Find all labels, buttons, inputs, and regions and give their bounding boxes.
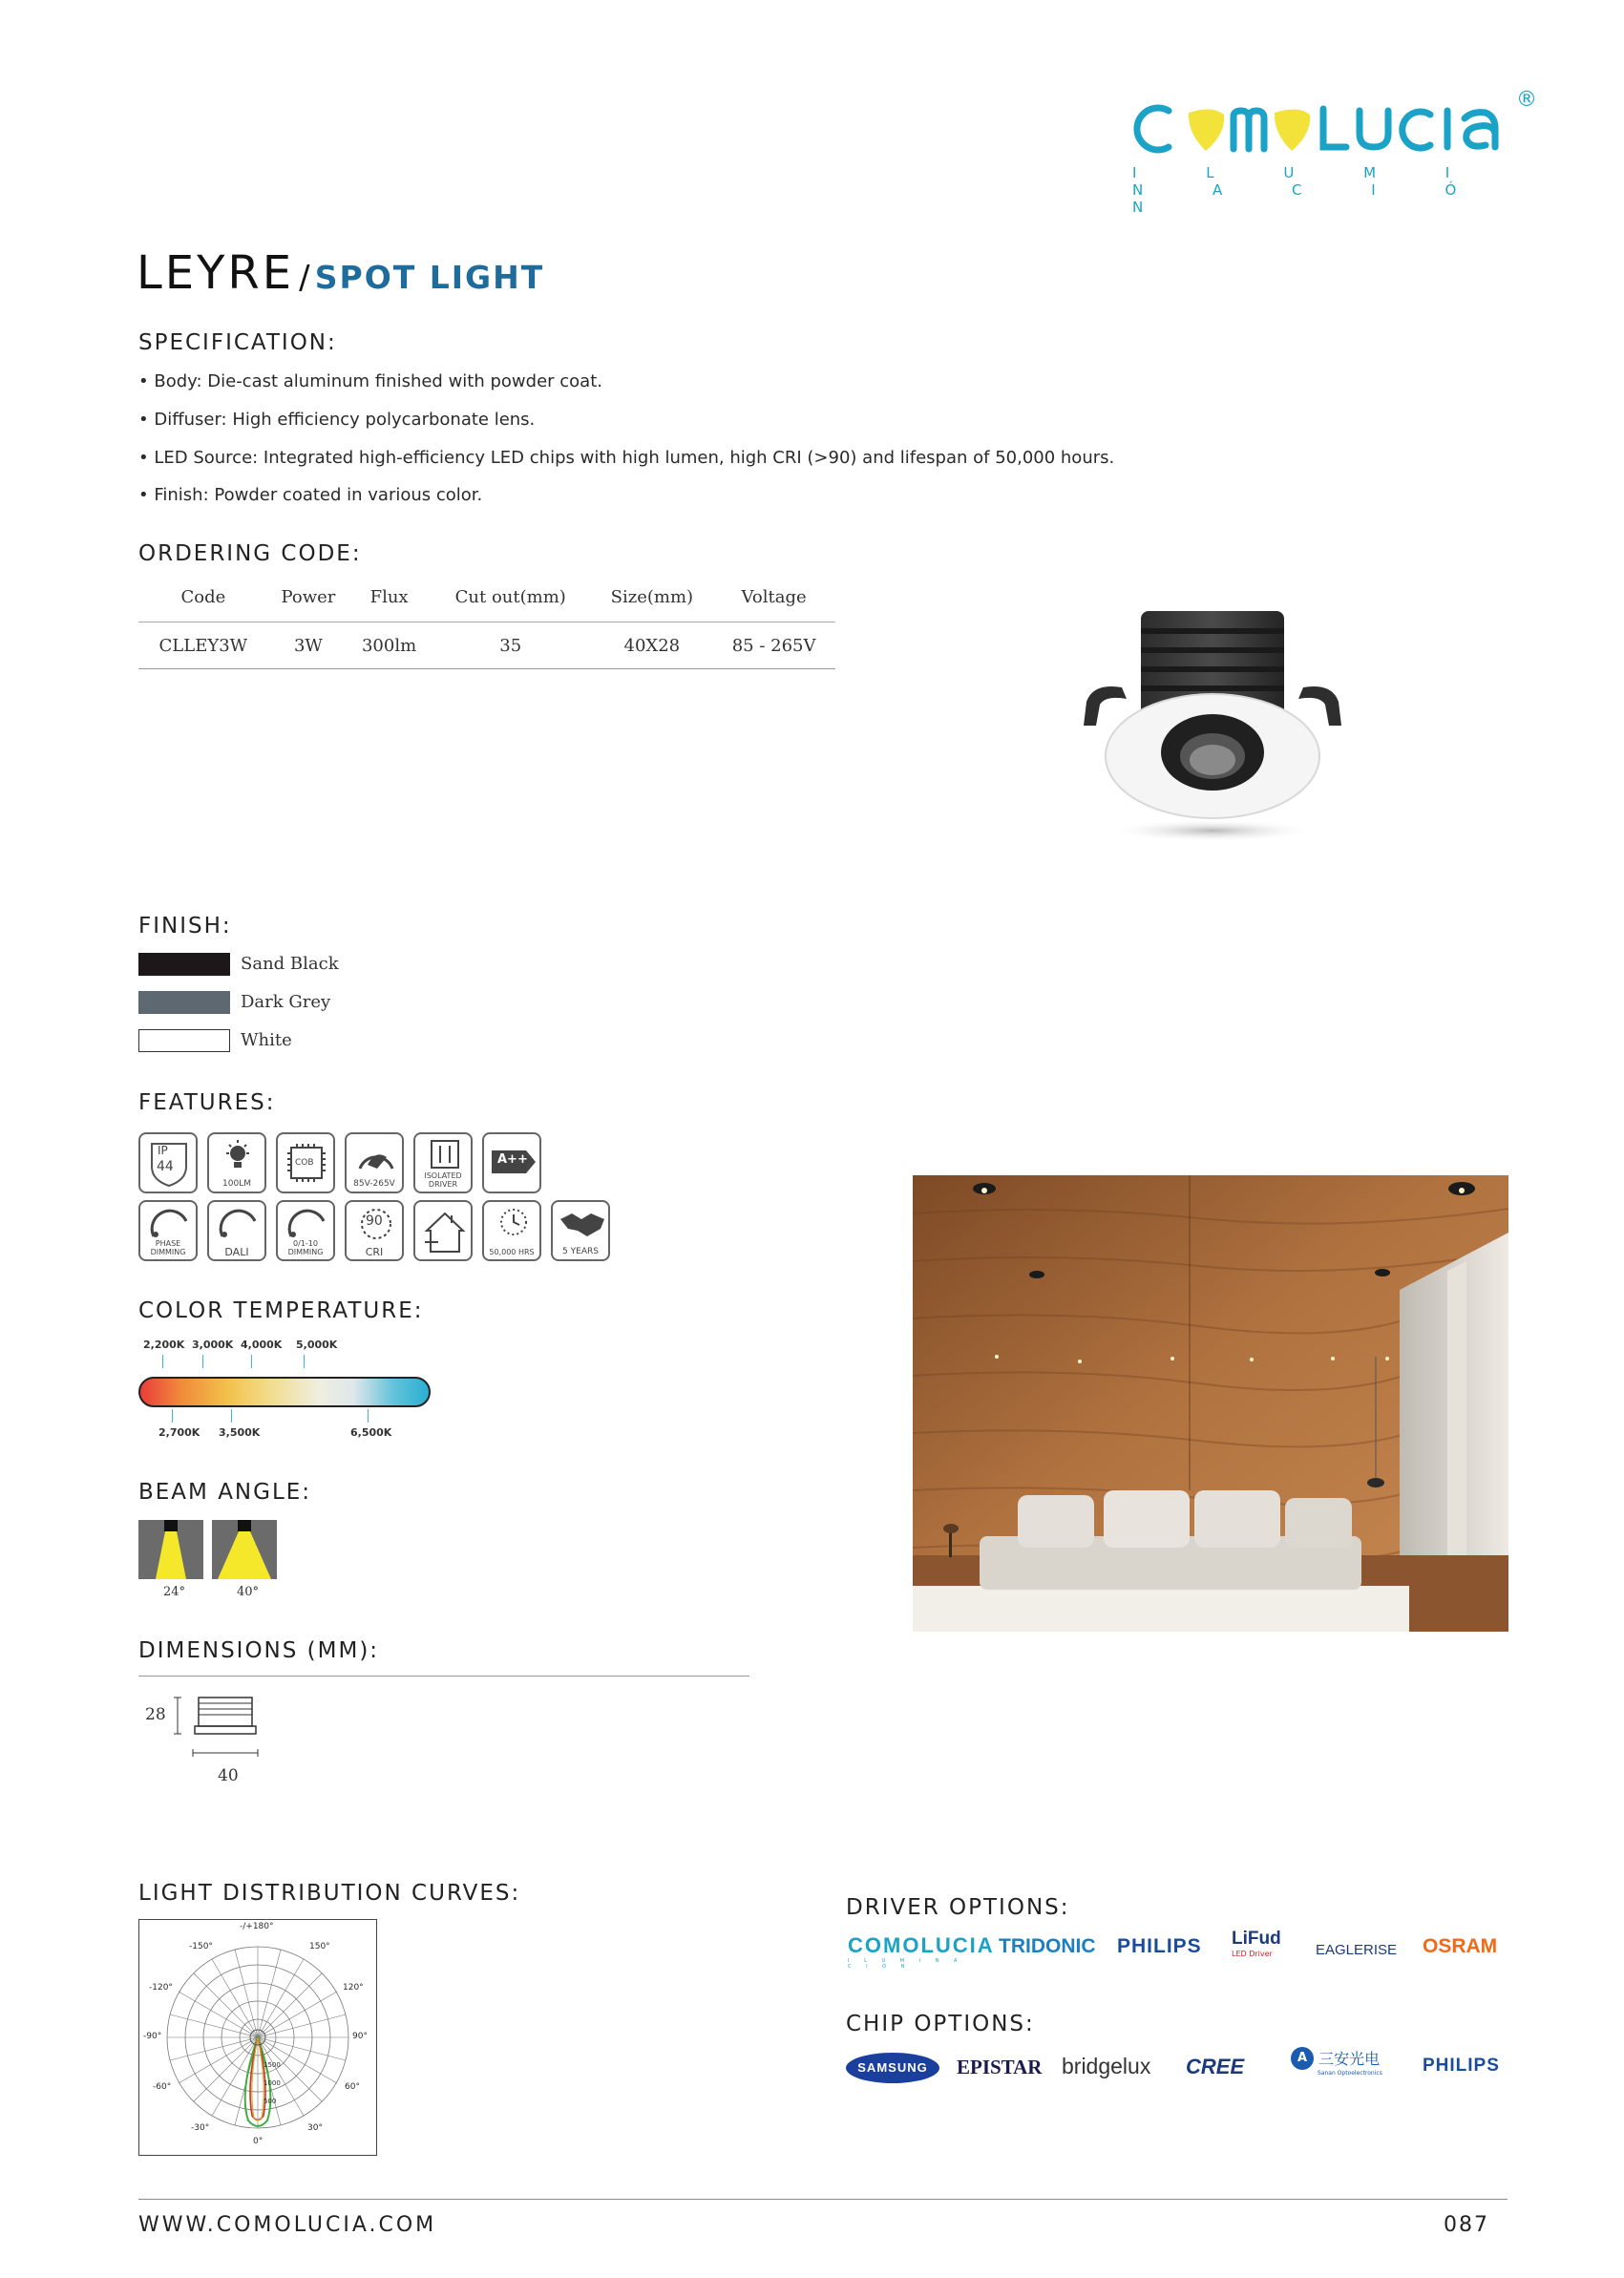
- polar-radial-1500: 1500: [264, 2061, 281, 2069]
- col-voltage: Voltage: [712, 577, 835, 622]
- ct-tick: [162, 1355, 163, 1368]
- driver-brand-tridonic: TRIDONIC: [999, 1935, 1096, 1957]
- polar-label-180: -/+180°: [240, 1922, 274, 1931]
- warranty-handshake-icon: 5 YEARS: [551, 1200, 610, 1261]
- logo-wordmark: [1127, 95, 1528, 162]
- ordering-header-row: [138, 577, 835, 622]
- polar-label-minus150: -150°: [189, 1942, 213, 1951]
- spec-item-finish: • Finish: Powder coated in various color.: [138, 485, 483, 505]
- ct-label-6500: 6,500K: [350, 1426, 392, 1439]
- color-temperature-heading: COLOR TEMPERATURE:: [138, 1298, 424, 1323]
- ct-label-2200: 2,200K: [143, 1339, 185, 1351]
- chip-brand-bridgelux: bridgelux: [1062, 2054, 1151, 2078]
- dimension-drawing: [172, 1696, 277, 1759]
- product-photo: [1069, 592, 1356, 850]
- col-power: Power: [268, 577, 348, 622]
- application-photo: [913, 1175, 1508, 1632]
- swatch-sand-black: [138, 953, 230, 976]
- spec-item-diffuser: • Diffuser: High efficiency polycarbonate lens.: [138, 410, 536, 430]
- col-code: Code: [138, 577, 268, 622]
- chip-brand-samsung: SAMSUNG: [846, 2053, 939, 2083]
- col-flux: Flux: [348, 577, 430, 622]
- driver-brand-lifud: LiFud LED Driver: [1232, 1929, 1281, 1958]
- beam-24-label: 24°: [163, 1585, 186, 1599]
- dimensions-heading: DIMENSIONS (MM):: [138, 1638, 380, 1663]
- energy-class-icon: A++: [482, 1132, 541, 1193]
- ct-tick: [172, 1409, 173, 1423]
- polar-label-minus90: -90°: [143, 2032, 162, 2041]
- ct-label-2700: 2,700K: [158, 1426, 200, 1439]
- cell-flux: 300lm: [348, 622, 430, 669]
- specification-heading: SPECIFICATION:: [138, 330, 337, 355]
- dimension-width: 40: [218, 1766, 239, 1785]
- beam-24-icon: [138, 1520, 203, 1579]
- finish-label-dark-grey: Dark Grey: [241, 992, 331, 1012]
- cob-chip-icon: COB: [276, 1132, 335, 1193]
- polar-label-120: 120°: [343, 1983, 364, 1993]
- ct-label-5000: 5,000K: [296, 1339, 338, 1351]
- dimming-0-10-icon: 0/1-10 DIMMING: [276, 1200, 335, 1261]
- polar-chart: [138, 1919, 377, 2156]
- product-title: [137, 246, 544, 300]
- polar-label-90: 90°: [352, 2032, 368, 2041]
- driver-brand-osram: OSRAM: [1423, 1935, 1498, 1957]
- features-heading: FEATURES:: [138, 1090, 276, 1115]
- polar-radial-500: 500: [264, 2098, 277, 2105]
- driver-brand-comolucia: COMOLUCIA I L U M I N A C I Ó N: [848, 1933, 995, 1970]
- polar-radial-1000: 1000: [264, 2079, 281, 2087]
- logo-tagline: I L U M I N A C I Ó N: [1132, 164, 1489, 216]
- swatch-white: [138, 1029, 230, 1052]
- driver-brand-philips: PHILIPS: [1117, 1935, 1202, 1957]
- dimensions-rule: [138, 1676, 749, 1677]
- chip-brand-cree: CREE: [1186, 2055, 1245, 2078]
- ct-tick: [368, 1409, 369, 1423]
- cell-size: 40X28: [591, 622, 712, 669]
- polar-label-minus60: -60°: [153, 2082, 172, 2092]
- brand-logo: [1127, 88, 1547, 216]
- finish-label-white: White: [241, 1030, 292, 1050]
- col-cutout: Cut out(mm): [430, 577, 591, 622]
- indoor-house-icon: [413, 1200, 473, 1261]
- polar-label-minus120: -120°: [149, 1983, 173, 1993]
- cri-icon: 90 CRI: [345, 1200, 404, 1261]
- product-name: LEYRE: [137, 246, 295, 300]
- dali-icon: DALI: [207, 1200, 266, 1261]
- ct-label-3500: 3,500K: [219, 1426, 261, 1439]
- chip-brand-sanan: A 三安光电 Sanan Optoelectronics: [1291, 2047, 1382, 2077]
- lifespan-icon: 50,000 HRS: [482, 1200, 541, 1261]
- ct-tick: [304, 1355, 305, 1368]
- polar-label-150: 150°: [309, 1942, 330, 1951]
- spec-item-body: • Body: Die-cast aluminum finished with powder coat.: [138, 371, 602, 391]
- polar-label-30: 30°: [307, 2123, 323, 2133]
- isolated-driver-icon: ISOLATED DRIVER: [413, 1132, 473, 1193]
- ct-label-3000: 3,000K: [192, 1339, 234, 1351]
- cell-voltage: 85 - 265V: [712, 622, 835, 669]
- ct-label-4000: 4,000K: [241, 1339, 283, 1351]
- beam-40-icon: [212, 1520, 277, 1579]
- footer-url[interactable]: WWW.COMOLUCIA.COM: [138, 2213, 437, 2237]
- cell-power: 3W: [268, 622, 348, 669]
- polar-label-0: 0°: [253, 2137, 264, 2146]
- dimension-height: 28: [145, 1705, 166, 1724]
- beam-40-label: 40°: [237, 1585, 260, 1599]
- finish-label-sand-black: Sand Black: [241, 954, 339, 974]
- spec-item-led-source: • LED Source: Integrated high-efficiency LED chips with high lumen, high CRI (>90) and lifespan of 50,000 hours.: [138, 448, 1115, 468]
- ordering-heading: ORDERING CODE:: [138, 541, 362, 566]
- phase-dimming-icon: PHASE DIMMING: [138, 1200, 198, 1261]
- polar-label-minus30: -30°: [191, 2123, 210, 2133]
- ct-tick: [231, 1409, 232, 1423]
- driver-options-heading: DRIVER OPTIONS:: [846, 1895, 1070, 1920]
- ct-tick: [202, 1355, 203, 1368]
- page-number: 087: [1444, 2213, 1489, 2237]
- ordering-table: [138, 577, 835, 669]
- chip-brand-philips: PHILIPS: [1423, 2056, 1500, 2076]
- ip44-icon: IP 44: [138, 1132, 198, 1193]
- title-separator: /: [299, 259, 310, 297]
- ct-tick: [251, 1355, 252, 1368]
- cell-code: CLLEY3W: [138, 622, 268, 669]
- swatch-dark-grey: [138, 991, 230, 1014]
- footer-rule: [138, 2199, 1508, 2200]
- beam-angle-heading: BEAM ANGLE:: [138, 1480, 312, 1505]
- voltage-icon: 85V-265V: [345, 1132, 404, 1193]
- col-size: Size(mm): [591, 577, 712, 622]
- bulb-icon: 100LM: [207, 1132, 266, 1193]
- logo-registered-mark: ®: [1516, 88, 1537, 112]
- driver-brand-eaglerise: EAGLERISE: [1316, 1942, 1398, 1958]
- polar-label-60: 60°: [345, 2082, 360, 2092]
- light-distribution-heading: LIGHT DISTRIBUTION CURVES:: [138, 1881, 521, 1906]
- table-row: [138, 622, 835, 669]
- product-category: SPOT LIGHT: [314, 259, 545, 296]
- chip-options-heading: CHIP OPTIONS:: [846, 2012, 1035, 2036]
- finish-heading: FINISH:: [138, 914, 232, 939]
- cell-cutout: 35: [430, 622, 591, 669]
- color-temperature-bar: [138, 1377, 431, 1407]
- chip-brand-epistar: EPISTAR: [957, 2056, 1043, 2078]
